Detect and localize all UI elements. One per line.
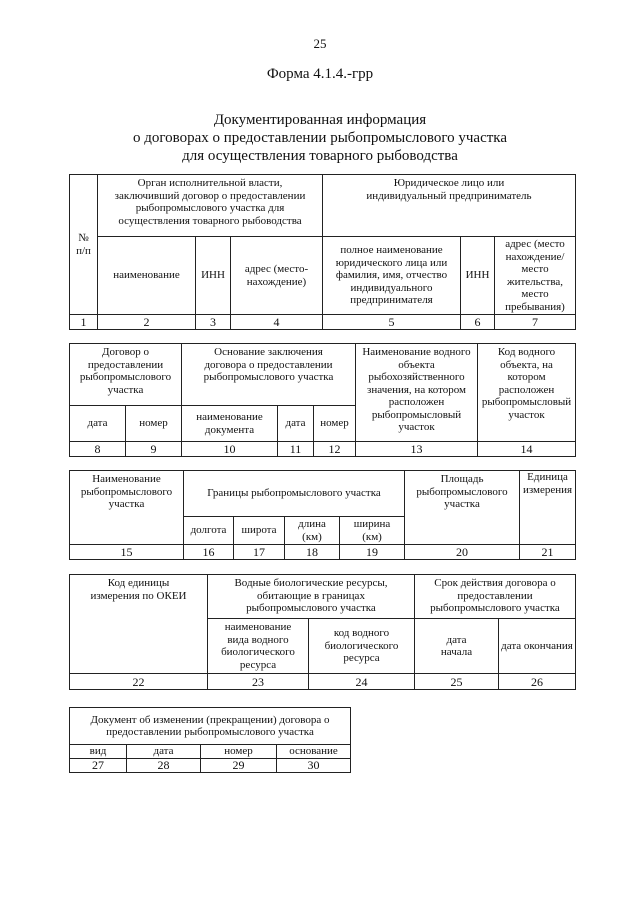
column-number: 18	[285, 545, 340, 560]
column-number: 25	[415, 674, 499, 690]
title-line-3: для осуществления товарного рыбоводства	[182, 148, 458, 164]
column-number: 10	[182, 442, 278, 457]
header-bio-group: Водные биологические ресурсы, обитающие в границах рыбопромыслового участка	[208, 575, 415, 619]
page-number: 25	[313, 36, 327, 51]
header-end-date: дата окончания	[499, 619, 576, 674]
header-basis-group: Основание заключения договора о предоставлении рыбопромыслового участка	[182, 344, 356, 406]
header-basis-docname: наименование документа	[182, 406, 278, 442]
header-latitude: широта	[234, 517, 285, 545]
column-number: 21	[520, 545, 576, 560]
column-number: 23	[208, 674, 309, 690]
header-change-date: дата	[127, 745, 201, 759]
header-organ-inn: ИНН	[196, 237, 231, 315]
header-change-number: номер	[201, 745, 277, 759]
header-unit: Единица измерения	[520, 471, 576, 545]
header-species-name: наименование вида водного биологического ресурса	[208, 619, 309, 674]
column-number: 19	[340, 545, 405, 560]
header-waterbody-code: Код водного объекта, на котором расположен рыбопромысловый участок	[478, 344, 576, 442]
header-start-date: дата начала	[415, 619, 499, 674]
column-number: 11	[278, 442, 314, 457]
column-number: 30	[277, 759, 351, 773]
table-5-contract-change	[69, 707, 351, 773]
column-number: 4	[231, 315, 323, 330]
header-site-area: Площадь рыбопромыслового участка	[405, 471, 520, 545]
column-number: 26	[499, 674, 576, 690]
column-number: 8	[70, 442, 126, 457]
header-change-basis: основание	[277, 745, 351, 759]
column-number: 27	[70, 759, 127, 773]
header-holder-inn: ИНН	[461, 237, 495, 315]
column-number: 7	[495, 315, 576, 330]
header-holder-address: адрес (место нахождение/ место жительства, место пребывания)	[495, 237, 576, 315]
header-longitude: долгота	[184, 517, 234, 545]
header-length: длина (км)	[285, 517, 340, 545]
form-id: Форма 4.1.4.-грр	[266, 66, 374, 82]
column-number: 15	[70, 545, 184, 560]
header-legal-group: Юридическое лицо или индивидуальный предприниматель	[323, 175, 576, 237]
title-line-2: о договорах о предоставлении рыбопромыслового участка	[132, 130, 507, 146]
column-number: 12	[314, 442, 356, 457]
document-title	[0, 111, 640, 165]
header-row-number: № п/п	[70, 175, 98, 315]
header-width: ширина (км)	[340, 517, 405, 545]
column-number: 9	[126, 442, 182, 457]
header-term-group: Срок действия договора о предоставлении рыбопромыслового участка	[415, 575, 576, 619]
header-basis-date: дата	[278, 406, 314, 442]
header-change-kind: вид	[70, 745, 127, 759]
column-number: 22	[70, 674, 208, 690]
header-organ-address: адрес (место-нахождение)	[231, 237, 323, 315]
table-3-site-bounds	[69, 470, 576, 560]
column-number: 6	[461, 315, 495, 330]
column-number: 24	[309, 674, 415, 690]
column-number: 28	[127, 759, 201, 773]
header-change-doc-group: Документ об изменении (прекращении) договора о предоставлении рыбопромыслового участка	[70, 708, 351, 745]
header-organ-group: Орган исполнительной власти, заключивший договор о предоставлении рыбопромыслового участка для осуществления товарного рыбоводства	[98, 175, 323, 237]
header-okei: Код единицы измерения по ОКЕИ	[70, 575, 208, 674]
column-number: 29	[201, 759, 277, 773]
column-number: 1	[70, 315, 98, 330]
header-organ-name: наименование	[98, 237, 196, 315]
header-species-code: код водного биологического ресурса	[309, 619, 415, 674]
column-number: 17	[234, 545, 285, 560]
header-contract-date: дата	[70, 406, 126, 442]
header-holder-fullname: полное наименование юридического лица или фамилия, имя, отчество индивидуального предпринимателя	[323, 237, 461, 315]
table-1-organ-and-holder	[69, 174, 576, 330]
header-contract-group: Договор о предоставлении рыбопромыслового участка	[70, 344, 182, 406]
header-waterbody-name: Наименование водного объекта рыбохозяйственного значения, на котором расположен рыбопромысловый участок	[356, 344, 478, 442]
header-site-name: Наименование рыбопромыслового участка	[70, 471, 184, 545]
column-number: 5	[323, 315, 461, 330]
column-number: 16	[184, 545, 234, 560]
header-bounds-group: Границы рыбопромыслового участка	[184, 471, 405, 517]
column-number: 13	[356, 442, 478, 457]
column-number: 20	[405, 545, 520, 560]
header-contract-number: номер	[126, 406, 182, 442]
column-number: 2	[98, 315, 196, 330]
column-number: 3	[196, 315, 231, 330]
header-basis-number: номер	[314, 406, 356, 442]
column-number: 14	[478, 442, 576, 457]
table-2-contract-basis	[69, 343, 576, 457]
table-4-bio-resources-term	[69, 574, 576, 690]
title-line-1: Документированная информация	[213, 112, 427, 128]
